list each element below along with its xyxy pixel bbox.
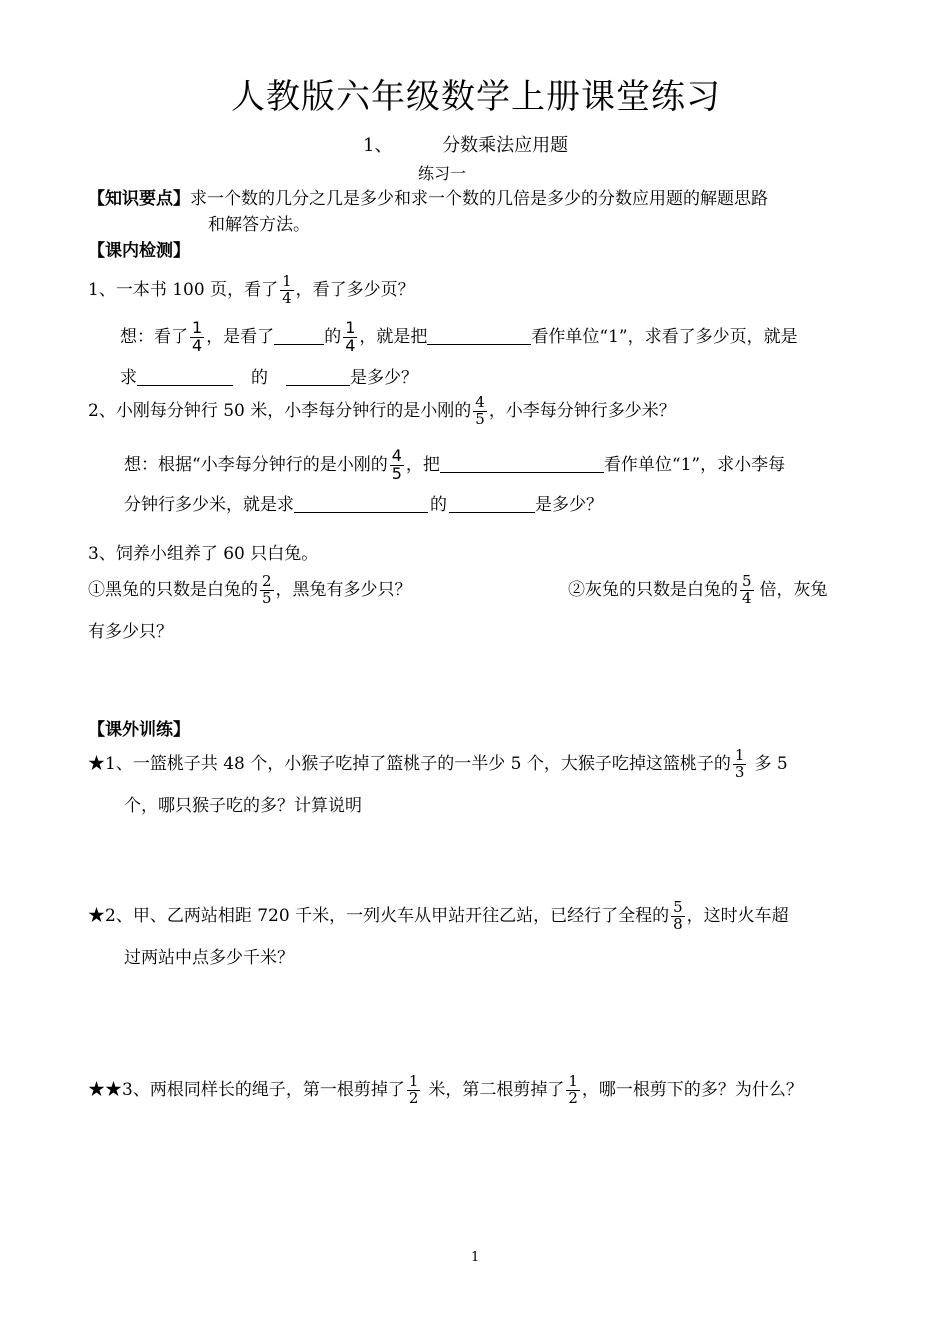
answer-blank[interactable] (274, 330, 324, 345)
fraction: $\frac{1}{3}$ (734, 746, 745, 781)
answer-blank[interactable] (440, 458, 604, 473)
question-text: ①黑兔的只数是白兔的 (88, 579, 258, 600)
question-text: ，这时火车超 (686, 905, 789, 926)
knowledge-block (88, 191, 768, 208)
hint-text: 的 (430, 495, 447, 515)
section-name: 分数乘法应用题 (442, 135, 569, 156)
hint-text: 的 (324, 326, 342, 347)
hint-text: 求 (120, 368, 137, 388)
hint-text: 是多少？ (350, 368, 418, 388)
fraction: $\frac{1}{4}$ (282, 272, 292, 307)
inclass-q2-hint-line-2 (124, 497, 603, 514)
fraction: $\frac{1}{2}$ (568, 1072, 578, 1107)
question-text: ★★3、两根同样长的绳子，第一根剪掉了 (88, 1079, 405, 1100)
question-text: ，看了多少页？ (295, 279, 415, 300)
hint-text: ，就是把 (359, 326, 428, 347)
hint-text: 分钟行多少米，就是求 (124, 495, 294, 515)
inclass-q3-sub-1 (88, 574, 412, 607)
answer-blank[interactable] (427, 330, 531, 345)
outclass-question-3 (88, 1074, 803, 1107)
hint-text: ，是看了 (206, 326, 275, 347)
outclass-question-2 (88, 900, 789, 933)
hint-text: 是多少？ (535, 495, 603, 515)
page-title: 人教版六年级数学上册课堂练习 (231, 77, 721, 117)
question-text: 1、一本书 100 页，看了 (88, 279, 279, 300)
question-text: 米，第二根剪掉了 (428, 1079, 565, 1100)
answer-blank[interactable] (137, 371, 233, 386)
inclass-question-3-intro: 3、饲养小组养了 60 只白兔。 (88, 544, 319, 564)
inclass-label: 【课内检测】 (88, 241, 190, 261)
question-text: ，黑兔有多少只？ (275, 579, 412, 600)
answer-blank[interactable] (286, 371, 350, 386)
fraction: $\frac{4}{5}$ (475, 393, 485, 428)
question-text: ★2、甲、乙两站相距 720 千米，一列火车从甲站开往乙站，已经行了全程的 (88, 905, 670, 926)
question-text: ②灰兔的只数是白兔的 (568, 579, 738, 600)
fraction: $\frac{2}{5}$ (262, 572, 272, 607)
answer-blank[interactable] (449, 498, 535, 513)
question-text: 倍，灰兔 (759, 579, 828, 600)
fraction: $\frac{1}{2}$ (408, 1072, 419, 1107)
outclass-label: 【课外训练】 (88, 720, 190, 740)
outclass-question-1 (88, 748, 788, 781)
knowledge-line-1: 求一个数的几分之几是多少和求一个数的几倍是多少的分数应用题的解题思路 (190, 189, 768, 209)
hint-text: 看作单位“1”，求看了多少页，就是 (531, 326, 798, 347)
question-text: ，哪一根剪下的多？为什么？ (581, 1079, 803, 1100)
hint-text: ，把 (405, 454, 440, 475)
section-heading (363, 137, 568, 155)
fraction: $\frac{4}{5}$ (391, 446, 402, 483)
inclass-question-1 (88, 274, 415, 307)
question-text: 多 5 (754, 753, 788, 774)
question-text: ，小李每分钟行多少米？ (488, 400, 676, 421)
fraction: $\frac{5}{4}$ (742, 572, 752, 607)
inclass-q3-sub-2-continued: 有多少只？ (88, 622, 173, 642)
question-text: ★1、一篮桃子共 48 个，小猴子吃掉了篮桃子的一半少 5 个，大猴子吃掉这篮桃子的 (88, 753, 731, 774)
page-number: 1 (471, 1250, 480, 1265)
answer-blank[interactable] (294, 498, 428, 513)
section-number: 1、 (363, 135, 393, 156)
knowledge-label: 【知识要点】 (88, 189, 190, 209)
hint-text: 的 (251, 368, 268, 388)
inclass-q2-hint-line-1 (124, 448, 785, 483)
inclass-q1-hint-line-2 (120, 370, 418, 387)
hint-text: 想：看了 (120, 326, 188, 347)
inclass-q3-sub-2 (568, 574, 828, 607)
hint-text: 想：根据“小李每分钟行的是小刚的 (124, 454, 388, 475)
hint-text: 看作单位“1”，求小李每 (603, 454, 786, 475)
inclass-question-2 (88, 395, 676, 428)
exercise-label: 练习一 (418, 164, 467, 183)
fraction: $\frac{5}{8}$ (673, 898, 683, 933)
knowledge-line-2: 和解答方法。 (208, 215, 310, 235)
inclass-q1-hint-line-1 (120, 320, 860, 355)
outclass-question-2-continued: 过两站中点多少千米？ (124, 948, 294, 968)
fraction: $\frac{1}{4}$ (192, 318, 203, 355)
outclass-question-1-continued: 个，哪只猴子吃的多？计算说明 (124, 796, 362, 816)
question-text: 2、小刚每分钟行 50 米，小李每分钟行的是小刚的 (88, 400, 472, 421)
fraction: $\frac{1}{4}$ (345, 318, 356, 355)
